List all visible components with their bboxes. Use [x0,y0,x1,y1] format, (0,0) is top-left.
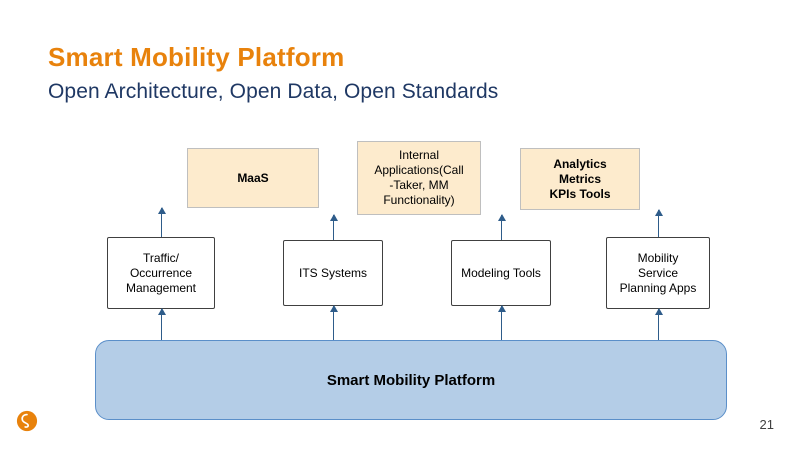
arrow-platform-to-its [333,306,334,340]
page-number: 21 [759,417,774,432]
mid-box-its-systems[interactable] [283,240,383,306]
platform-bar-label: Smart Mobility Platform [326,371,496,389]
arrow-its-to-internal-apps [333,215,334,240]
page-subtitle: Open Architecture, Open Data, Open Standards [48,80,499,103]
mid-box-modeling-tools[interactable] [451,240,551,306]
mid-box-modeling-tools-line-1: Modeling Tools [461,265,541,280]
mid-box-traffic-line-2: Occurrence [129,265,192,280]
mid-box-mobility-line-1: Mobility [637,250,679,265]
arrow-modeling-to-internal-apps [501,215,502,240]
arrow-platform-to-mobility [658,309,659,340]
mid-box-traffic-line-1: Traffic/ [142,250,179,265]
platform-bar[interactable] [95,340,727,420]
arrow-platform-to-traffic [161,309,162,340]
arrow-traffic-to-maas [161,208,162,237]
top-box-analytics-line-1: Analytics [553,156,607,171]
top-box-internal-applications-line-4: Functionality) [383,193,455,207]
mid-box-mobility-line-3: Planning Apps [619,280,697,295]
mid-box-traffic-line-3: Management [125,280,197,295]
top-box-internal-applications-line-2: Applications(Call [374,163,464,177]
top-box-analytics-metrics-kpis-tools[interactable] [520,148,640,210]
arrow-mobility-to-analytics [658,210,659,237]
top-box-internal-applications-line-3: -Taker, MM [389,178,449,192]
mid-box-traffic-occurrence-management[interactable] [107,237,215,309]
top-box-analytics-line-2: Metrics [558,171,602,186]
top-box-internal-applications[interactable] [357,141,481,215]
top-box-maas[interactable] [187,148,319,208]
mid-box-its-systems-line-1: ITS Systems [298,265,367,280]
mid-box-mobility-line-2: Service [637,265,678,280]
top-box-maas-line-1: MaaS [237,170,269,185]
company-logo-icon [16,410,38,432]
mid-box-mobility-service-planning-apps[interactable] [606,237,710,309]
page-title: Smart Mobility Platform [48,42,345,72]
top-box-analytics-line-3: KPIs Tools [549,186,611,201]
top-box-internal-applications-line-1: Internal [398,148,440,162]
arrow-platform-to-modeling [501,306,502,340]
